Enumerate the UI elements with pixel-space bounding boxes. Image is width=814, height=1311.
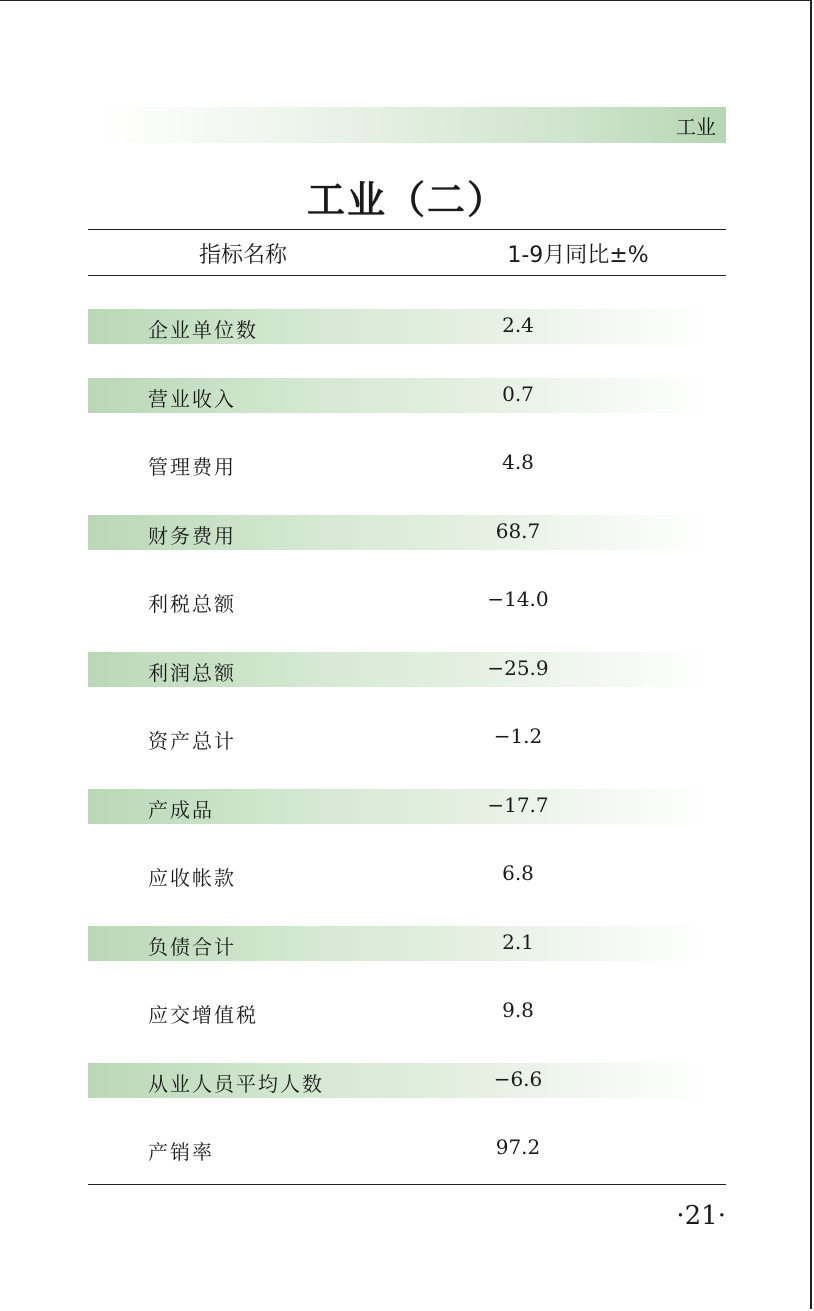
table-row — [88, 857, 726, 926]
header-indicator-name: 指标名称 — [198, 243, 287, 268]
row-yoy-value: −17.7 — [487, 792, 549, 817]
row-indicator-name: 管理费用 — [148, 455, 236, 479]
table-top-rule — [88, 229, 726, 230]
row-indicator-name: 产成品 — [148, 797, 214, 822]
table-header — [88, 232, 726, 274]
table-row — [88, 789, 726, 858]
header-yoy-change: 1-9月同比±% — [507, 243, 649, 268]
page-title: 工业（二） — [306, 177, 507, 222]
table-row — [88, 720, 726, 789]
row-yoy-value: 68.7 — [495, 518, 541, 543]
row-indicator-name: 财务费用 — [148, 523, 236, 548]
table-row — [88, 446, 726, 515]
row-yoy-value: 6.8 — [502, 861, 534, 885]
row-indicator-name: 营业收入 — [148, 386, 236, 411]
row-yoy-value: 2.1 — [502, 929, 534, 954]
table-body — [88, 309, 726, 1200]
row-indicator-name: 应交增值税 — [148, 1003, 258, 1027]
table-row — [88, 1063, 726, 1132]
table-header-rule — [88, 275, 726, 276]
row-indicator-name: 从业人员平均人数 — [148, 1071, 324, 1096]
row-yoy-value: 2.4 — [502, 313, 534, 337]
table-row — [88, 583, 726, 652]
table-row — [88, 926, 726, 995]
row-yoy-value: −14.0 — [487, 587, 549, 611]
table-row — [88, 309, 726, 378]
row-indicator-name: 负债合计 — [148, 934, 236, 959]
table-row — [88, 378, 726, 447]
row-indicator-name: 资产总计 — [148, 729, 236, 753]
row-yoy-value: 4.8 — [502, 450, 534, 474]
row-yoy-value: 97.2 — [495, 1135, 541, 1159]
page-number: ·21· — [676, 1201, 726, 1231]
row-indicator-name: 应收帐款 — [148, 866, 236, 890]
row-indicator-name: 利润总额 — [148, 660, 236, 685]
row-yoy-value: −25.9 — [487, 655, 549, 680]
row-indicator-name: 企业单位数 — [148, 318, 258, 342]
row-indicator-name: 产销率 — [148, 1140, 214, 1164]
section-label: 工业 — [676, 115, 716, 139]
table-row — [88, 515, 726, 584]
row-yoy-value: 9.8 — [502, 998, 534, 1022]
table-bottom-rule — [88, 1184, 726, 1185]
row-yoy-value: −1.2 — [493, 724, 543, 748]
table-row — [88, 1131, 726, 1200]
section-header-band — [100, 107, 726, 143]
row-yoy-value: 0.7 — [502, 381, 534, 406]
table-row — [88, 652, 726, 721]
row-yoy-value: −6.6 — [493, 1066, 543, 1091]
table-row — [88, 994, 726, 1063]
row-indicator-name: 利税总额 — [148, 592, 236, 616]
